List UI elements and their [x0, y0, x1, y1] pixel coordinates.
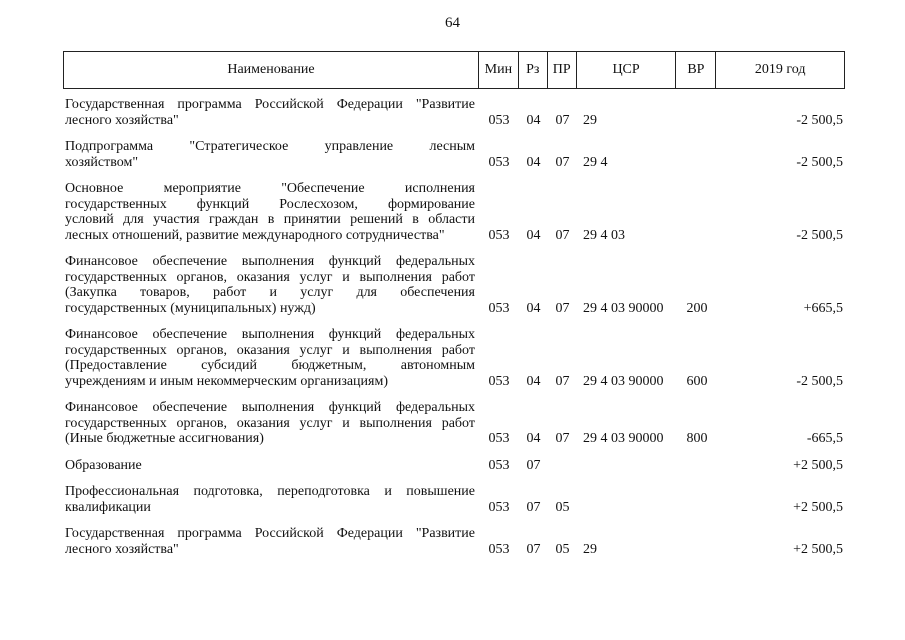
row-name-line: (Предоставление субсидий бюджетным, автономным [65, 358, 475, 373]
row-min: 053 [488, 227, 510, 243]
row-amount: +2 500,5 [793, 541, 843, 557]
table-row [63, 139, 845, 170]
row-name-line: Государственная программа Российской Федерации "Развитие [65, 526, 475, 541]
table-header [63, 51, 845, 89]
row-pr: 05 [555, 541, 570, 557]
row-name [63, 526, 479, 557]
row-csr: 29 [583, 112, 597, 128]
header-rz: Рз [519, 52, 548, 88]
row-name-line: государственных органов, оказания услуг и выполнения работ [65, 342, 475, 358]
row-name-line: Финансовое обеспечение выполнения функций федеральных [65, 327, 475, 342]
row-csr: 29 [583, 541, 597, 557]
row-name [63, 254, 479, 316]
header-csr: ЦСР [577, 52, 677, 88]
table-row [63, 181, 845, 243]
table-row [63, 526, 845, 557]
row-min: 053 [488, 541, 510, 557]
table-body [63, 97, 845, 568]
row-csr: 29 4 [583, 154, 608, 170]
row-name-line: лесных отношений, развитие международного сотрудничества" [65, 227, 445, 243]
table-row [63, 327, 845, 389]
header-name: Наименование [64, 52, 479, 88]
row-name-line: лесного хозяйства" [65, 541, 179, 557]
row-name-line: Подпрограмма "Стратегическое управление лесным [65, 139, 475, 154]
row-min: 053 [488, 373, 510, 389]
row-name-line: Образование [65, 457, 142, 473]
header-pr: ПР [548, 52, 577, 88]
row-name-line: Финансовое обеспечение выполнения функций федеральных [65, 400, 475, 415]
row-rz: 04 [526, 431, 541, 446]
row-csr: 29 4 03 [583, 227, 625, 243]
row-amount: -665,5 [806, 431, 843, 446]
row-min: 053 [488, 154, 510, 170]
row-amount: -2 500,5 [796, 154, 843, 170]
row-name-line: лесного хозяйства" [65, 112, 179, 128]
row-pr: 07 [555, 373, 570, 389]
table-row [63, 254, 845, 316]
row-csr: 29 4 03 90000 [583, 300, 664, 316]
row-rz: 04 [526, 227, 541, 243]
row-pr: 07 [555, 154, 570, 170]
row-amount: -2 500,5 [796, 227, 843, 243]
row-amount: +2 500,5 [793, 499, 843, 515]
row-pr: 05 [555, 499, 570, 515]
row-name-line: государственных органов, оказания услуг и выполнения работ [65, 269, 475, 285]
row-min: 053 [488, 457, 510, 473]
row-rz: 07 [526, 457, 541, 473]
row-vr: 800 [686, 431, 708, 446]
row-name-line: (Закупка товаров, работ и услуг для обеспечения [65, 285, 475, 300]
row-name [63, 484, 479, 515]
row-name-line: государственных (муниципальных) нужд) [65, 300, 316, 316]
row-name [63, 139, 479, 170]
table-row [63, 400, 845, 447]
table-row [63, 97, 845, 128]
row-rz: 04 [526, 112, 541, 128]
row-min: 053 [488, 431, 510, 446]
table-row [63, 484, 845, 515]
header-vr: ВР [676, 52, 716, 88]
row-csr: 29 4 03 90000 [583, 431, 664, 446]
row-name-line: Государственная программа Российской Федерации "Развитие [65, 97, 475, 112]
row-min: 053 [488, 112, 510, 128]
row-rz: 04 [526, 154, 541, 170]
row-vr: 200 [686, 300, 708, 316]
header-min: Мин [479, 52, 519, 88]
row-amount: -2 500,5 [796, 112, 843, 128]
header-year: 2019 год [754, 62, 806, 77]
row-name-line: Профессиональная подготовка, переподготовка и повышение [65, 484, 475, 499]
row-min: 053 [488, 499, 510, 515]
row-vr: 600 [686, 373, 708, 389]
page-number: 64 [445, 15, 460, 31]
row-name [63, 97, 479, 128]
row-rz: 07 [526, 499, 541, 515]
row-name [63, 458, 479, 474]
row-name-line: (Иные бюджетные ассигнования) [65, 431, 264, 446]
row-name-line: учреждениям и иным некоммерческим организациям) [65, 373, 389, 389]
row-name-line: Основное мероприятие "Обеспечение исполнения [65, 181, 475, 196]
row-min: 053 [488, 300, 510, 316]
row-name-line: государственных органов, оказания услуг и выполнения работ [65, 415, 475, 431]
row-amount: +2 500,5 [793, 457, 843, 473]
row-amount: +665,5 [803, 300, 843, 316]
row-name-line: квалификации [65, 499, 151, 515]
row-rz: 04 [526, 373, 541, 389]
row-name-line: хозяйством" [65, 154, 139, 170]
row-csr: 29 4 03 90000 [583, 373, 664, 389]
row-rz: 04 [526, 300, 541, 316]
row-pr: 07 [555, 300, 570, 316]
table-row [63, 458, 845, 474]
row-pr: 07 [555, 112, 570, 128]
row-name [63, 181, 479, 243]
row-pr: 07 [555, 431, 570, 446]
row-name-line: государственных функций Рослесхозом, формирование [65, 196, 475, 212]
row-name-line: Финансовое обеспечение выполнения функций федеральных [65, 254, 475, 269]
row-pr: 07 [555, 227, 570, 243]
row-name [63, 400, 479, 447]
row-rz: 07 [526, 541, 541, 557]
row-name-line: условий для участия граждан в принятии решений в области [65, 212, 475, 227]
row-name [63, 327, 479, 389]
row-amount: -2 500,5 [796, 373, 843, 389]
